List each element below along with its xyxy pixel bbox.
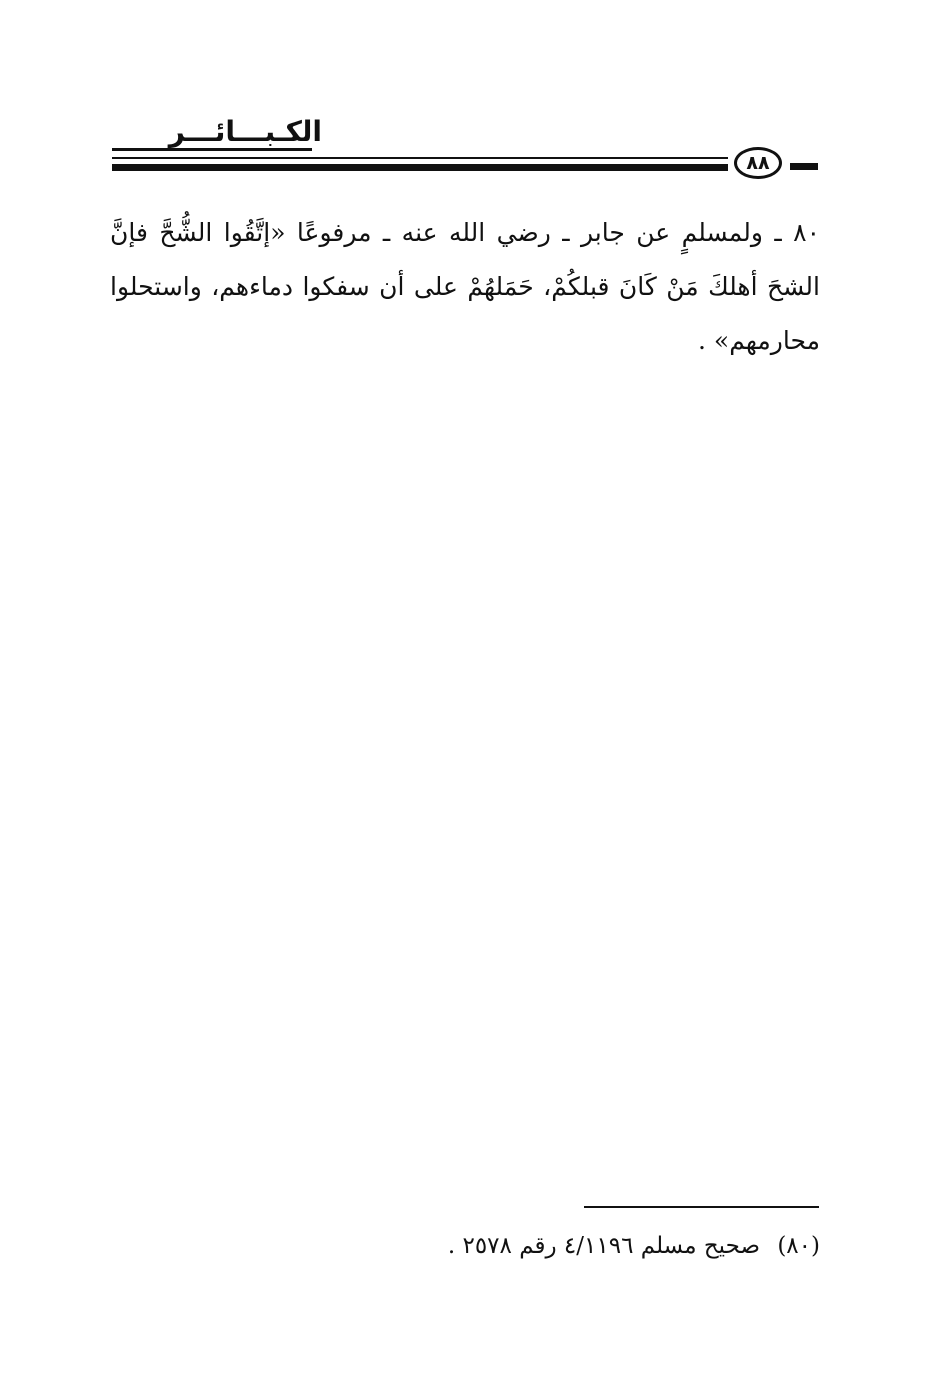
page-number-badge: ٨٨ [734,147,782,179]
footnote [380,1226,820,1266]
footnote-text: صحيح مسلم ٤/١١٩٦ رقم ٢٥٧٨ . [447,1233,760,1259]
header-rule-thick [112,164,728,171]
header-rule-thin [112,157,728,159]
footnote-separator [584,1206,819,1208]
header-title-underline [112,148,312,151]
footnote-number: (٨٠) [777,1233,820,1259]
running-header-title: الكـبـــائـــر [168,115,322,148]
header-ornament-bar [790,163,818,170]
hadith-paragraph: ٨٠ ـ ولمسلمٍ عن جابر ـ رضي الله عنه ـ مرفوعًا «إتَّقُوا الشُّحَّ فإنَّ الشحَ أهلكَ مَنْ كَانَ قبلكُمْ، حَمَلهُمْ على أن سفكوا دماءهم، واستحلوا محارمهم» . [110,218,820,355]
